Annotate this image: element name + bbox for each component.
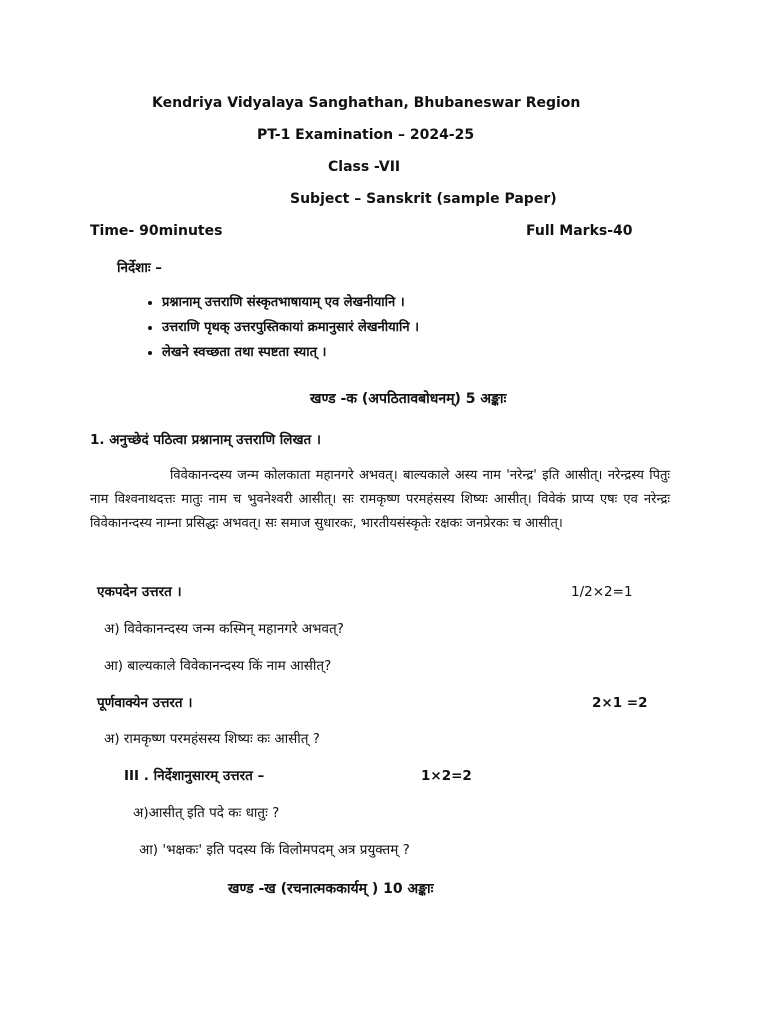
organization-title: Kendriya Vidyalaya Sanghathan, Bhubaneswar Region xyxy=(152,95,581,111)
class-label: Class -VII xyxy=(328,159,401,175)
question-1: 1. अनुच्छेदं पठित्वा प्रश्नानाम् उत्तराणि लिखत । xyxy=(90,432,322,448)
part-1-question: आ) बाल्यकाले विवेकानन्दस्य किं नाम आसीत्? xyxy=(104,658,332,674)
part-1-title: एकपदेन उत्तरत । xyxy=(97,584,182,600)
instruction-item: • प्रश्नानाम् उत्तराणि संस्कृतभाषायाम् एव लेखनीयानि । xyxy=(162,290,562,315)
part-1-marks: 1/2×2=1 xyxy=(571,584,633,600)
section-a-title: खण्ड -क (अपठितावबोधनम्) 5 अङ्काः xyxy=(310,391,507,407)
reading-passage xyxy=(90,464,670,536)
section-b-title: खण्ड -ख (रचनात्मककार्यम् ) 10 अङ्काः xyxy=(228,881,434,897)
part-3-question: आ) 'भक्षकः' इति पदस्य किं विलोमपदम् अत्र प्रयुक्तम् ? xyxy=(139,842,410,858)
time-label: Time- 90minutes xyxy=(90,223,223,239)
instruction-item: • उत्तराणि पृथक् उत्तरपुस्तिकायां क्रमानुसारं लेखनीयानि । xyxy=(162,315,562,340)
instruction-item: • लेखने स्वच्छता तथा स्पष्टता स्यात् । xyxy=(162,340,562,365)
subject-label: Subject – Sanskrit (sample Paper) xyxy=(290,191,557,207)
part-3-question: अ)आसीत् इति पदे कः धातुः ? xyxy=(133,805,280,821)
part-3-title: III . निर्देशानुसारम् उत्तरत – xyxy=(124,768,265,784)
part-3-marks: 1×2=2 xyxy=(421,768,472,784)
part-2-question: अ) रामकृष्ण परमहंसस्य शिष्यः कः आसीत् ? xyxy=(104,731,320,747)
exam-title: PT-1 Examination – 2024-25 xyxy=(257,127,475,143)
part-2-marks: 2×1 =2 xyxy=(592,695,648,711)
part-2-title: पूर्णवाक्येन उत्तरत । xyxy=(97,695,193,711)
full-marks-label: Full Marks-40 xyxy=(526,223,633,239)
instructions-title: निर्देशाः – xyxy=(117,260,163,276)
instructions-list xyxy=(140,290,562,365)
part-1-question: अ) विवेकानन्दस्य जन्म कस्मिन् महानगरे अभवत्? xyxy=(104,621,344,637)
passage-text: विवेकानन्दस्य जन्म कोलकाता महानगरे अभवत्। बाल्यकाले अस्य नाम 'नरेन्द्र' इति आसीत्। नरेन्द्रस्य पितुः नाम विश्वनाथदत्तः मातुः नाम च भुवनेश्वरी आसीत्। सः रामकृष्ण परमहंसस्य शिष्यः आसीत्। विवेकं प्राप्य एषः एव नरेन्द्रः विवेकानन्दस्य नाम्ना प्रसिद्धः अभवत्। सः समाज सुधारकः, भारतीयसंस्कृतेः रक्षकः जनप्रेरकः च आसीत्। xyxy=(90,468,670,531)
